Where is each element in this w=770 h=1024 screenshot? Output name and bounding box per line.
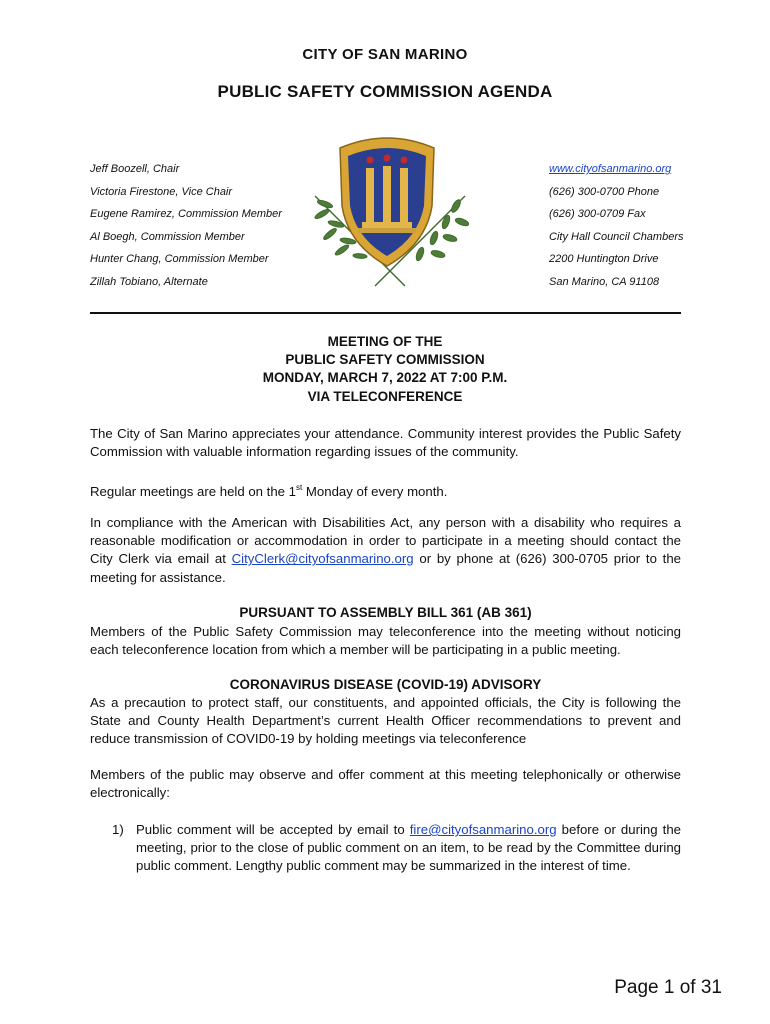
ada-paragraph: In compliance with the American with Disabilities Act, any person with a disability who requires a reasonable modification or accommodation in order to participate in a meeting should contact the City Clerk via email at CityClerk@cityofsanmarino.org or by phone at (626) 300-0705 prior to the meeting for assistance.: [90, 515, 681, 585]
covid-paragraph: As a precaution to protect staff, our constituents, and appointed officials, the City is following the State and County Health Department’s current Health Officer recommendations to prevent and reduce transmission of COVID0-19 by holding meetings via teleconference: [90, 695, 681, 747]
contact-block: [549, 158, 684, 294]
list-number: 1): [112, 822, 124, 837]
member-commissioner: Al Boegh, Commission Member: [90, 230, 245, 243]
ab361-heading: PURSUANT TO ASSEMBLY BILL 361 (AB 361): [239, 605, 532, 620]
public-comment-paragraph: Members of the public may observe and offer comment at this meeting telephonically or otherwise electronically:: [90, 767, 681, 801]
city-zip: San Marino, CA 91108: [549, 275, 660, 288]
member-chair: Jeff Boozell, Chair: [90, 163, 180, 175]
member-alternate: Zillah Tobiano, Alternate: [90, 275, 208, 288]
meeting-heading: MEETING OF THE: [327, 334, 443, 349]
regular-meetings-paragraph: Regular meetings are held on the 1st Monday of every month.: [90, 483, 448, 499]
appreciation-paragraph: The City of San Marino appreciates your attendance. Community interest provides the Public Safety Commission with valuable information regarding issues of the community.: [90, 426, 681, 460]
list-item: 1) Public comment will be accepted by email to fire@cityofsanmarino.org before or during the meeting, prior to the close of public comment on an item, to be read by the Committee during public comment. Lengthy public comment may be summarized in the interest of time.: [112, 822, 682, 874]
ab361-paragraph: Members of the Public Safety Commission may teleconference into the meeting without noticing each teleconference location from which a member will be participating in a public meeting.: [90, 624, 681, 658]
header-divider: [90, 312, 681, 314]
city-clerk-email-link[interactable]: CityClerk@cityofsanmarino.org: [231, 551, 414, 567]
member-commissioner: Eugene Ramirez, Commission Member: [90, 208, 282, 221]
phone-number: (626) 300-0700 Phone: [549, 185, 660, 198]
city-name: CITY OF SAN MARINO: [302, 46, 468, 63]
page-title: PUBLIC SAFETY COMMISSION AGENDA: [217, 82, 553, 101]
venue: City Hall Council Chambers: [549, 230, 684, 243]
shield-icon: [340, 138, 434, 266]
city-seal-icon: [300, 126, 475, 296]
meeting-body: PUBLIC SAFETY COMMISSION: [285, 352, 485, 368]
fire-email-link[interactable]: fire@cityofsanmarino.org: [409, 822, 557, 837]
meeting-info: [0, 333, 770, 406]
website-link[interactable]: www.cityofsanmarino.org: [549, 163, 672, 175]
covid-heading: CORONAVIRUS DISEASE (COVID-19) ADVISORY: [229, 677, 542, 692]
meeting-date: MONDAY, MARCH 7, 2022 AT 7:00 P.M.: [262, 370, 508, 386]
meeting-mode: VIA TELECONFERENCE: [307, 388, 463, 404]
member-commissioner: Hunter Chang, Commission Member: [90, 253, 269, 266]
member-vice-chair: Victoria Firestone, Vice Chair: [90, 185, 233, 198]
street-address: 2200 Huntington Drive: [549, 253, 659, 266]
page-number: Page 1 of 31: [614, 977, 722, 998]
member-list: [90, 158, 282, 294]
fax-number: (626) 300-0709 Fax: [549, 208, 646, 221]
